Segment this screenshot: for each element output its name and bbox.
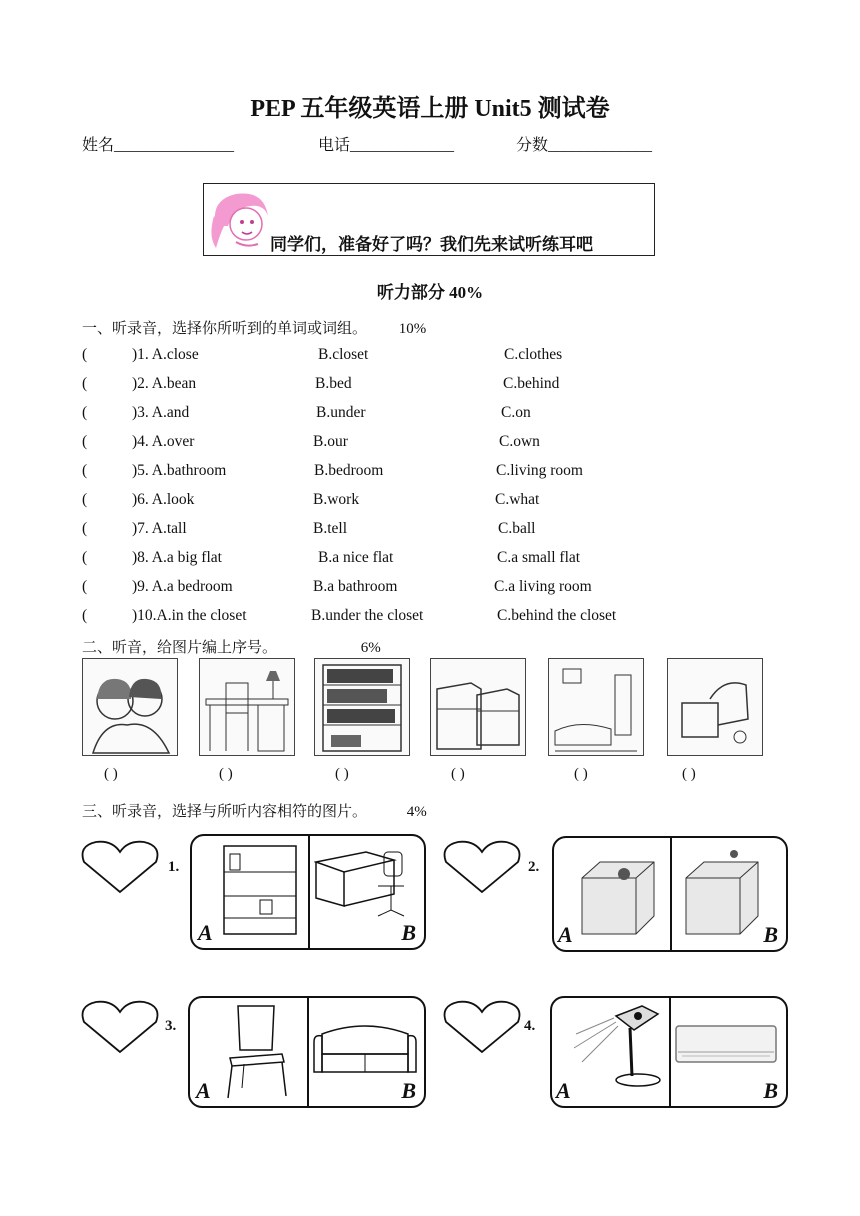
option-c: C.behind the closet — [497, 607, 617, 624]
option-b: B.under the closet — [311, 607, 424, 624]
option-b: B.tell — [313, 520, 348, 537]
q1-row-7[interactable] — [82, 520, 782, 546]
q1-row-6[interactable] — [82, 491, 782, 517]
option-b: B.a nice flat — [318, 549, 394, 566]
q3-choice-box-3 — [188, 996, 426, 1108]
option-c: C.a living room — [494, 578, 592, 595]
girls-photo-icon — [83, 659, 177, 755]
picture-cabinets — [430, 658, 526, 756]
page-title: PEP 五年级英语上册 Unit5 测试卷 — [250, 96, 610, 122]
cube-ball-inside-icon — [578, 858, 658, 944]
order-blank-6[interactable]: ( ) — [682, 766, 696, 782]
cabinets-icon — [431, 659, 525, 755]
score-field[interactable] — [516, 132, 652, 155]
option-a-label: A — [558, 922, 573, 947]
option-b: B.a bathroom — [313, 578, 398, 595]
option-a-label: A — [196, 1078, 211, 1103]
bookcase-icon — [315, 659, 409, 755]
option-c: C.on — [501, 404, 531, 421]
option-a: )8. A.a big flat — [132, 549, 222, 566]
listening-banner — [203, 183, 655, 256]
air-conditioner-icon — [674, 1024, 778, 1066]
heart-answer-1-icon[interactable] — [78, 838, 162, 894]
q1-row-4[interactable] — [82, 433, 782, 459]
heart-answer-3-icon[interactable] — [78, 998, 162, 1054]
option-b: B.under — [316, 404, 366, 421]
picture-girls-photo — [82, 658, 178, 756]
picture-bookcase — [314, 658, 410, 756]
heart-answer-2-icon[interactable] — [440, 838, 524, 894]
q1-row-1[interactable] — [82, 346, 782, 372]
option-b-label: B — [763, 1078, 778, 1103]
q1-row-3[interactable] — [82, 404, 782, 430]
order-blank-2[interactable]: ( ) — [219, 766, 233, 782]
option-a: )1. A.close — [132, 346, 199, 363]
name-label: 姓名 — [82, 137, 115, 154]
option-b-label: B — [763, 922, 778, 947]
option-c: C.behind — [503, 375, 560, 392]
answer-paren[interactable]: ( — [82, 433, 88, 450]
office-desk-icon — [314, 846, 410, 926]
score-line: _____________ — [548, 137, 653, 154]
option-b: B.our — [313, 433, 348, 450]
option-a: )3. A.and — [132, 404, 190, 421]
name-field[interactable] — [82, 132, 234, 155]
score-label: 分数 — [516, 137, 549, 154]
q1-heading — [82, 317, 426, 338]
order-blank-5[interactable]: ( ) — [574, 766, 588, 782]
option-b-label: B — [401, 920, 416, 945]
picture-living-room — [548, 658, 644, 756]
option-a-label: A — [198, 920, 213, 945]
option-c: C.clothes — [504, 346, 563, 363]
option-a: )10.A.in the closet — [132, 607, 247, 624]
section-title: 听力部分 40% — [376, 283, 484, 302]
q3-number-3: 3. — [165, 1018, 177, 1034]
option-c: C.ball — [498, 520, 536, 537]
option-a: )5. A.bathroom — [132, 462, 227, 479]
picture-desk-chair-lamp — [199, 658, 295, 756]
q3-choice-box-2 — [552, 836, 788, 952]
q3-number-1: 1. — [168, 859, 180, 875]
option-c: C.what — [495, 491, 540, 508]
phone-label: 电话 — [318, 137, 351, 154]
order-blank-4[interactable]: ( ) — [451, 766, 465, 782]
answer-paren[interactable]: ( — [82, 346, 88, 363]
answer-paren[interactable]: ( — [82, 375, 88, 392]
option-b-label: B — [401, 1078, 416, 1103]
answer-paren[interactable]: ( — [82, 462, 88, 479]
cube-ball-above-icon — [682, 850, 762, 942]
option-a: )6. A.look — [132, 491, 195, 508]
answer-paren[interactable]: ( — [82, 491, 88, 508]
answer-paren[interactable]: ( — [82, 404, 88, 421]
q2-heading-text: 二、听音，给图片编上序号。 — [82, 640, 278, 656]
chair-icon — [220, 1002, 290, 1100]
q3-choice-box-1 — [190, 834, 426, 950]
option-a: )9. A.a bedroom — [132, 578, 233, 595]
heart-answer-4-icon[interactable] — [440, 998, 524, 1054]
q2-points: 6% — [360, 640, 381, 656]
living-room-icon — [549, 659, 643, 755]
q1-points: 10% — [398, 321, 427, 337]
order-blank-3[interactable]: ( ) — [335, 766, 349, 782]
phone-field[interactable] — [318, 132, 454, 155]
answer-paren[interactable]: ( — [82, 520, 88, 537]
q1-row-5[interactable] — [82, 462, 782, 488]
option-b: B.closet — [318, 346, 369, 363]
option-a-label: A — [556, 1078, 571, 1103]
option-a: )2. A.bean — [132, 375, 197, 392]
box-chair-icon — [668, 659, 762, 755]
desk-lamp-icon — [572, 1004, 664, 1094]
q1-row-8[interactable] — [82, 549, 782, 575]
q1-heading-text: 一、听录音，选择你所听到的单词或词组。 — [82, 321, 368, 337]
order-blank-1[interactable]: ( ) — [104, 766, 118, 782]
answer-paren[interactable]: ( — [82, 578, 88, 595]
q2-heading — [82, 636, 381, 657]
option-a: )7. A.tall — [132, 520, 187, 537]
q1-row-9[interactable] — [82, 578, 782, 604]
option-b: B.bed — [315, 375, 352, 392]
q1-row-10[interactable] — [82, 607, 782, 633]
q3-number-2: 2. — [528, 859, 540, 875]
option-b: B.work — [313, 491, 360, 508]
option-c: C.a small flat — [497, 549, 581, 566]
bookshelf-icon — [220, 842, 300, 938]
picture-box-chair — [667, 658, 763, 756]
option-c: C.own — [499, 433, 540, 450]
answer-paren[interactable]: ( — [82, 607, 88, 624]
desk-chair-lamp-icon — [200, 659, 294, 755]
q1-row-2[interactable] — [82, 375, 782, 401]
q3-number-4: 4. — [524, 1018, 536, 1034]
option-b: B.bedroom — [314, 462, 384, 479]
q3-choice-box-4 — [550, 996, 788, 1108]
sofa-icon — [310, 1020, 420, 1084]
name-line: _______________ — [114, 137, 235, 154]
option-c: C.living room — [496, 462, 583, 479]
banner-text: 同学们，准备好了吗？我们先来试听练耳吧 — [270, 235, 593, 255]
phone-line: _____________ — [350, 137, 455, 154]
girl-cartoon-icon — [206, 186, 272, 252]
q3-points: 4% — [406, 804, 427, 820]
option-a: )4. A.over — [132, 433, 195, 450]
q3-heading-text: 三、听录音，选择与所听内容相符的图片。 — [82, 804, 368, 820]
answer-paren[interactable]: ( — [82, 549, 88, 566]
q3-heading — [82, 800, 427, 821]
